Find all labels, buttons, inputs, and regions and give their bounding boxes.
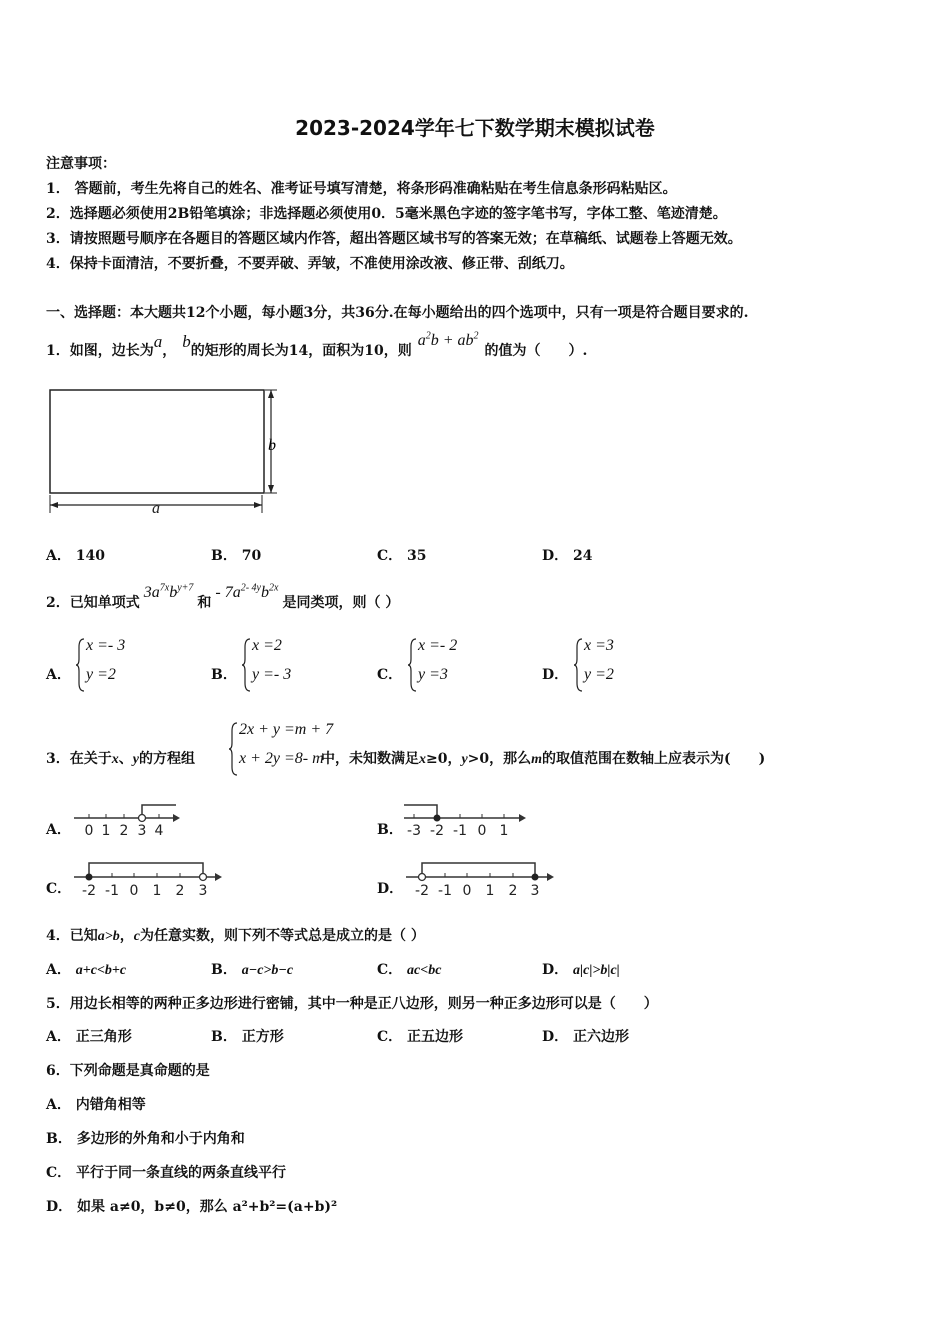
q6-option-d: D． 如果 a≠0，b≠0，那么 a²+b²=(a+b)² bbox=[46, 1199, 338, 1215]
q2-option-d-system: x =3 y =2 bbox=[574, 637, 654, 693]
q3-option-b-label: B． bbox=[377, 822, 403, 838]
q1-text-2: 的矩形的周长为14，面积为10，则 bbox=[190, 343, 412, 359]
q2-monomial-2: - $7a^{2- 4y}b^{2x}$ bbox=[215, 582, 279, 601]
tick-label: 0 bbox=[462, 883, 472, 899]
q1-option-d: D． 24 bbox=[542, 548, 593, 564]
page-title: 2023-2024学年七下数学期末模拟试卷 bbox=[295, 116, 655, 140]
question-5-stem: 5．用边长相等的两种正多边形进行密铺，其中一种是正八边形，则另一种正多边形可以是（ ） bbox=[46, 996, 658, 1012]
tick-label: -1 bbox=[438, 883, 452, 899]
q3-option-d-number-line bbox=[402, 858, 562, 900]
question-6-stem: 6．下列命题是真命题的是 bbox=[46, 1063, 210, 1079]
q2-option-a-system: x =- 3 y =2 bbox=[76, 637, 156, 693]
q3-option-a-label: A． bbox=[46, 822, 71, 838]
q4-option-c: C． ac<bc bbox=[377, 962, 442, 978]
q2-and: 和 bbox=[197, 595, 212, 611]
tick-label: 1 bbox=[152, 883, 162, 899]
q5-option-d: D． 正六边形 bbox=[542, 1029, 630, 1045]
q2-option-c-system: x =- 2 y =3 bbox=[408, 637, 488, 693]
q1-var-a: a bbox=[153, 332, 163, 351]
tick-label: 3 bbox=[137, 823, 147, 839]
section-heading: 一、选择题：本大题共12个小题，每小题3分，共36分.在每小题给出的四个选项中，只有一项是符合题目要求的. bbox=[46, 305, 749, 321]
q2-option-c-label: C． bbox=[377, 667, 403, 683]
tick-label: 3 bbox=[530, 883, 540, 899]
q2-text-2: 是同类项，则（ ） bbox=[282, 595, 400, 611]
q3-option-a-number-line bbox=[70, 800, 185, 840]
tick-label: 2 bbox=[175, 883, 185, 899]
notice-item-1: 1． 答题前，考生先将自己的姓名、准考证号填写清楚，将条形码准确粘贴在考生信息条形码粘贴区。 bbox=[46, 181, 677, 197]
question-3-stem: 3．在关于x、y的方程组 中，未知数满足x≥0，y>0，那么m的取值范围在数轴上应表示为( ) bbox=[46, 751, 766, 767]
tick-label: 0 bbox=[129, 883, 139, 899]
q1-expression: $a^2b + ab^2$ bbox=[417, 330, 479, 349]
q3-option-c-number-line bbox=[70, 858, 230, 900]
q4-option-a: A． a+c<b+c bbox=[46, 962, 127, 978]
tick-label: 0 bbox=[84, 823, 94, 839]
q1-text-3: 的值为（ ）. bbox=[484, 343, 588, 359]
q5-option-b: B． 正方形 bbox=[211, 1029, 284, 1045]
notice-item-4: 4．保持卡面清洁，不要折叠，不要弄破、弄皱，不准使用涂改液、修正带、刮纸刀。 bbox=[46, 256, 574, 272]
tick-label: 0 bbox=[477, 823, 487, 839]
q4-option-d: D． a|c|>b|c| bbox=[542, 962, 620, 978]
tick-label: -2 bbox=[430, 823, 444, 839]
q1-option-b: B． 70 bbox=[211, 548, 262, 564]
question-4-stem: 4．已知a>b，c为任意实数，则下列不等式总是成立的是（ ） bbox=[46, 928, 425, 944]
q3-option-c-label: C． bbox=[46, 881, 72, 897]
q1-option-a: A． 140 bbox=[46, 548, 105, 564]
tick-label: 2 bbox=[119, 823, 129, 839]
q5-option-c: C． 正五边形 bbox=[377, 1029, 464, 1045]
q3-equation-system: 2x + y =m + 7 x + 2y =8- m bbox=[229, 721, 351, 777]
q3-option-d-label: D． bbox=[377, 881, 404, 897]
q2-monomial-1: $3a^{7x}b^{y+7}$ bbox=[143, 582, 194, 601]
rectangle-figure bbox=[44, 385, 289, 520]
tick-label: 3 bbox=[198, 883, 208, 899]
question-2-stem bbox=[46, 582, 400, 612]
tick-label: -3 bbox=[407, 823, 421, 839]
q6-option-b: B． 多边形的外角和小于内角和 bbox=[46, 1131, 245, 1147]
q1-comma: ， bbox=[162, 343, 177, 359]
tick-label: 1 bbox=[485, 883, 495, 899]
q2-option-d-label: D． bbox=[542, 667, 569, 683]
q5-option-a: A． 正三角形 bbox=[46, 1029, 132, 1045]
q4-option-b: B． a−c>b−c bbox=[211, 962, 294, 978]
q1-text-1: 1．如图，边长为 bbox=[46, 343, 154, 359]
tick-label: 1 bbox=[101, 823, 111, 839]
question-1-stem bbox=[46, 330, 588, 360]
q6-option-c: C． 平行于同一条直线的两条直线平行 bbox=[46, 1165, 287, 1181]
q2-option-b-system: x =2 y =- 3 bbox=[242, 637, 322, 693]
q6-option-a: A． 内错角相等 bbox=[46, 1097, 146, 1113]
q1-option-c: C． 35 bbox=[377, 548, 427, 564]
q3-option-b-number-line bbox=[400, 800, 530, 840]
tick-label: -1 bbox=[453, 823, 467, 839]
notice-item-2: 2．选择题必须使用2B铅笔填涂；非选择题必须使用0．5毫米黑色字迹的签字笔书写，字体工整、笔迹清楚。 bbox=[46, 206, 727, 222]
q1-var-b: b bbox=[182, 332, 191, 351]
q2-option-a-label: A． bbox=[46, 667, 71, 683]
tick-label: -2 bbox=[82, 883, 96, 899]
figure-label-a: a bbox=[152, 500, 160, 517]
q2-option-b-label: B． bbox=[211, 667, 237, 683]
tick-label: 4 bbox=[154, 823, 164, 839]
notice-item-3: 3．请按照题号顺序在各题目的答题区域内作答，超出答题区域书写的答案无效；在草稿纸、试题卷上答题无效。 bbox=[46, 231, 742, 247]
tick-label: -1 bbox=[105, 883, 119, 899]
figure-label-b: b bbox=[268, 437, 276, 454]
tick-label: 1 bbox=[499, 823, 509, 839]
tick-label: 2 bbox=[508, 883, 518, 899]
tick-label: -2 bbox=[415, 883, 429, 899]
notice-heading: 注意事项： bbox=[46, 156, 116, 172]
q2-text-1: 2．已知单项式 bbox=[46, 595, 140, 611]
